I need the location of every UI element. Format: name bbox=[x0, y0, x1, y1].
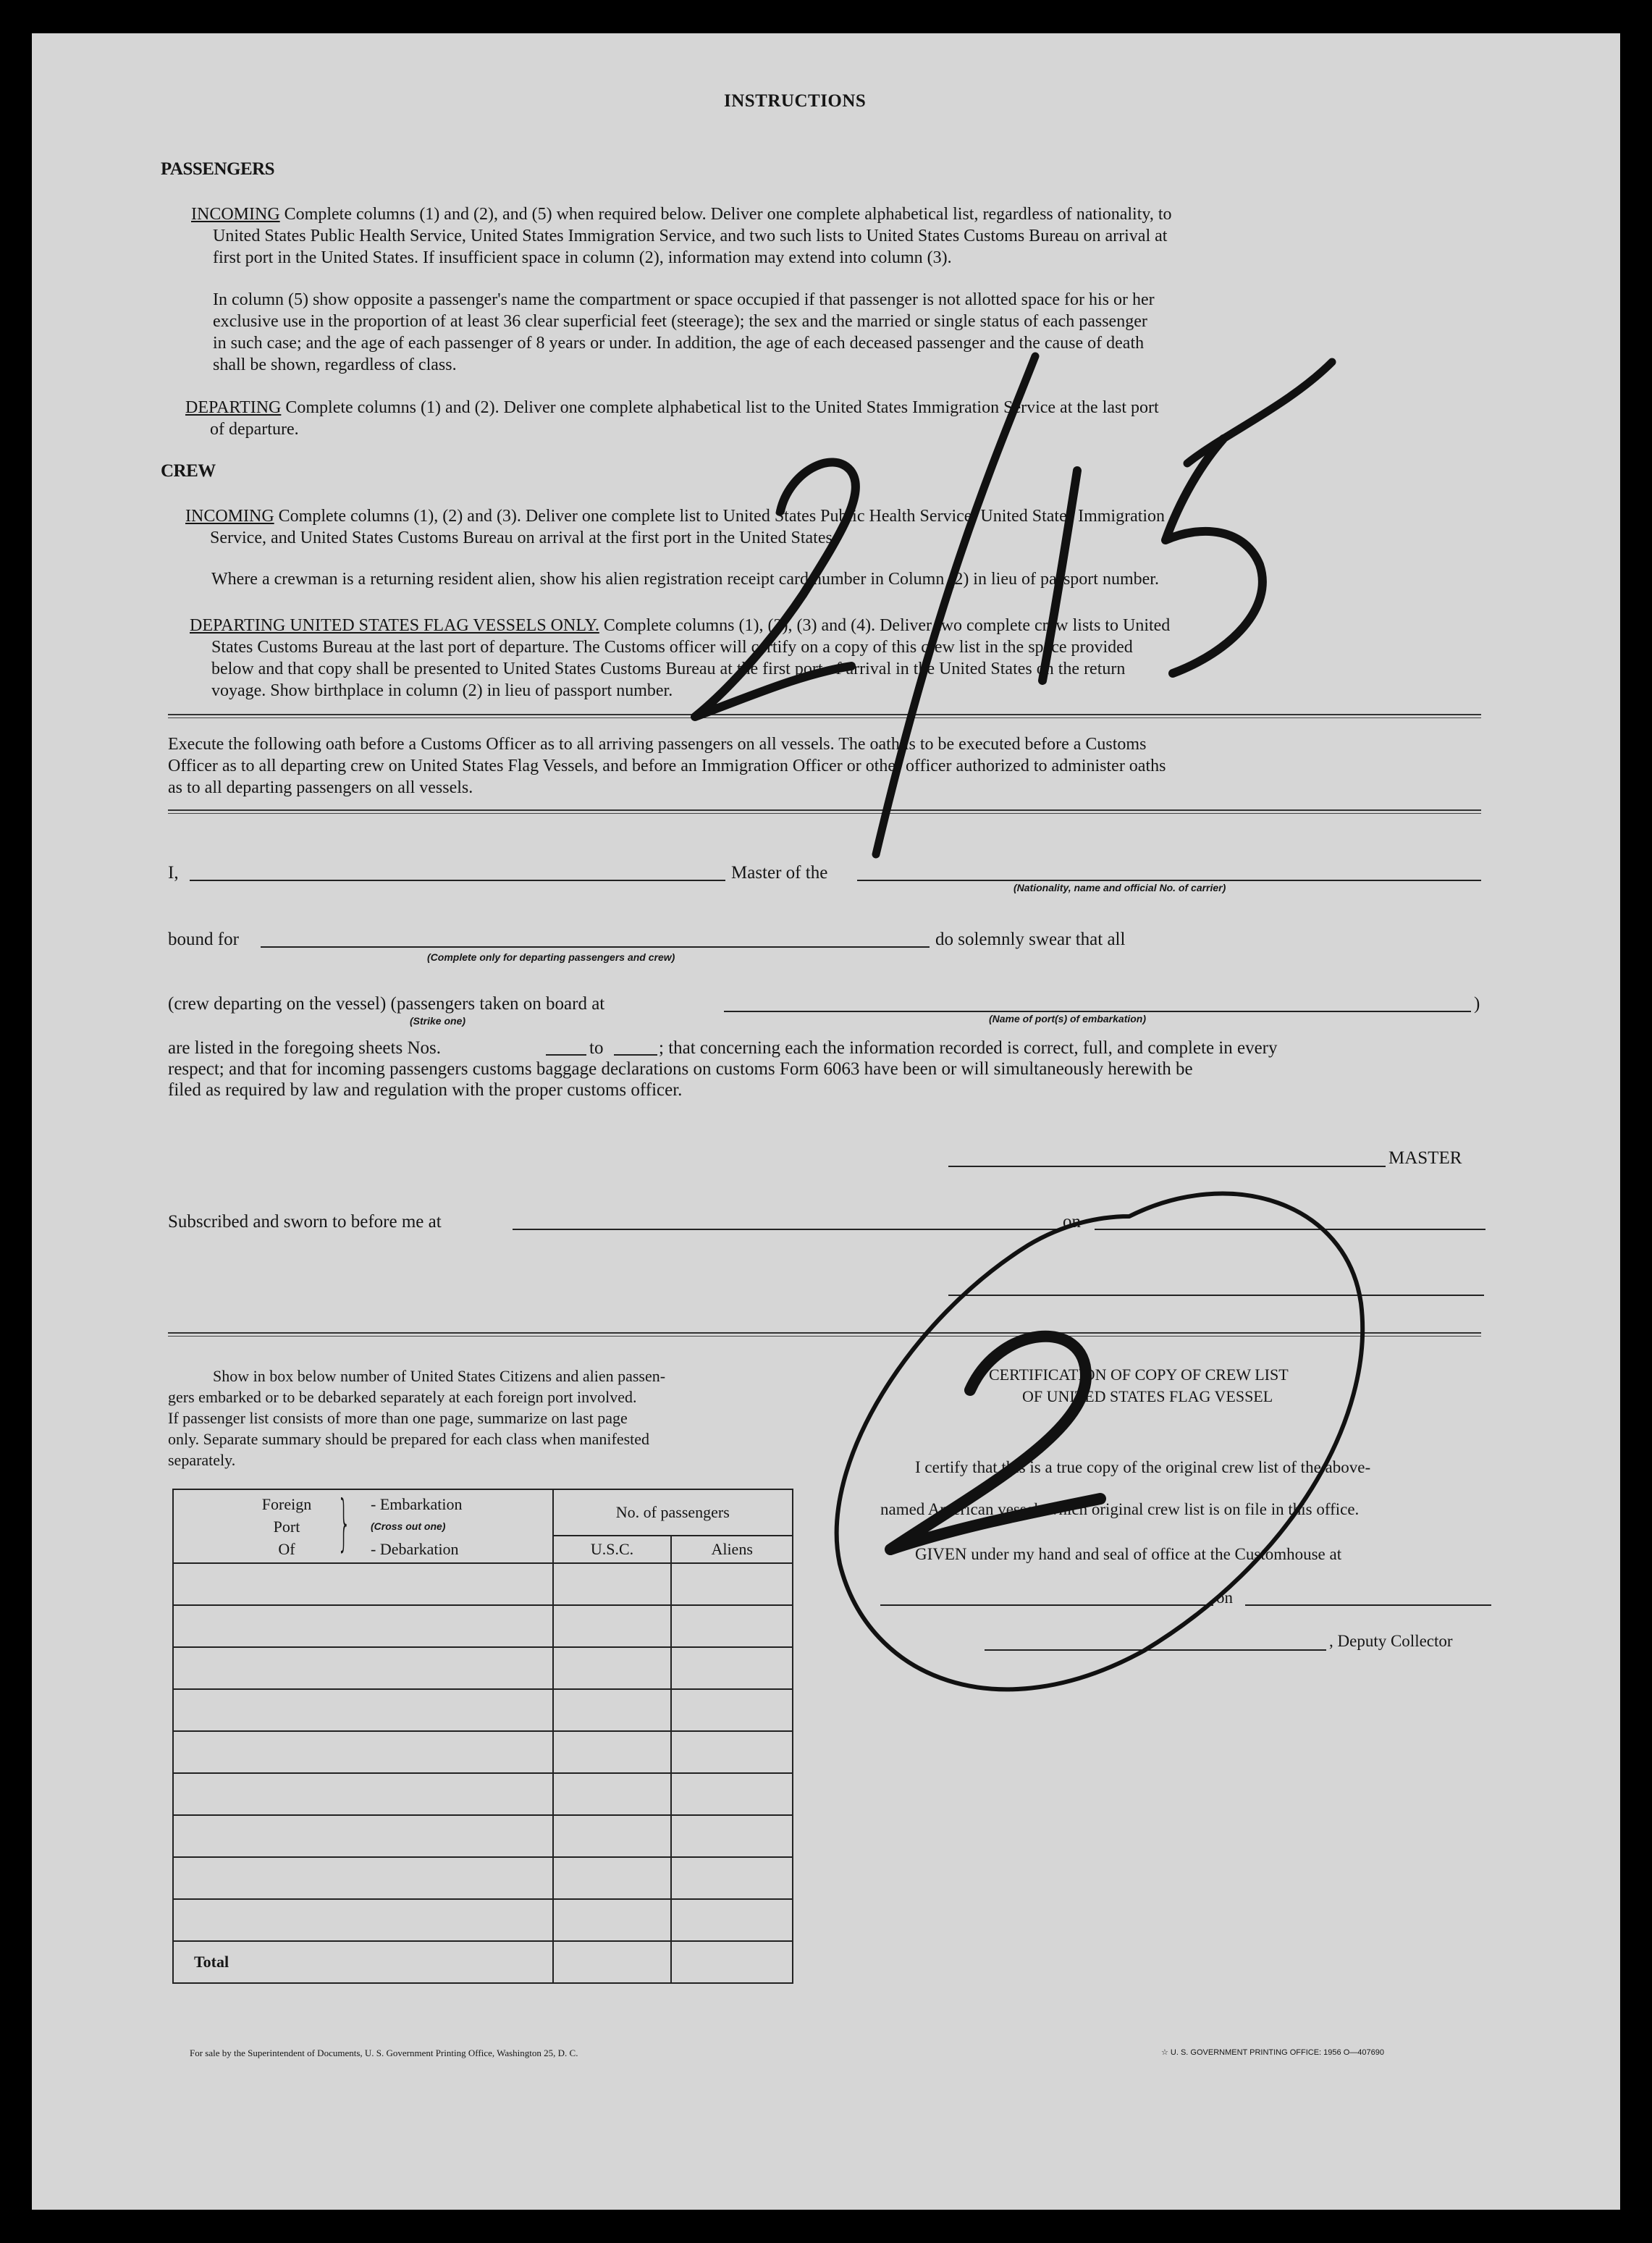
aliens-cell[interactable] bbox=[671, 1731, 793, 1773]
aliens-cell[interactable] bbox=[671, 1563, 793, 1605]
embarkation-ports-field[interactable] bbox=[724, 1011, 1471, 1012]
crew-heading: CREW bbox=[161, 461, 216, 481]
certification-title-2: OF UNITED STATES FLAG VESSEL bbox=[1022, 1387, 1273, 1405]
on-label: on bbox=[1063, 1212, 1081, 1232]
usc-cell[interactable] bbox=[553, 1647, 672, 1689]
column5-line-4: shall be shown, regardless of class. bbox=[213, 355, 457, 374]
crew-departing-line-1: DEPARTING UNITED STATES FLAG VESSELS ONLY. Complete columns (1), (2), (3) and (4). Deliver two complete crew lists to United bbox=[190, 616, 1171, 635]
summary-line-4: only. Separate summary should be prepared for each class when manifested bbox=[168, 1430, 650, 1448]
foreign-label: Foreign bbox=[261, 1495, 312, 1513]
crew-incoming-label: INCOMING bbox=[185, 507, 274, 526]
crew-incoming-line-1: INCOMING Complete columns (1), (2) and (3). Deliver one complete list to United States Public Health Service, United States Immigration bbox=[185, 507, 1166, 526]
port-header bbox=[173, 1489, 553, 1563]
passengers-departing-line-2: of departure. bbox=[210, 420, 299, 439]
page-title: INSTRUCTIONS bbox=[724, 91, 867, 111]
bound-for-caption: (Complete only for departing passengers and crew) bbox=[427, 951, 675, 963]
passengers-incoming-label: INCOMING bbox=[191, 205, 280, 224]
certification-line-3: GIVEN under my hand and seal of office at the Customhouse at bbox=[915, 1545, 1342, 1563]
crew-incoming-line-2: Service, and United States Customs Bureau on arrival at the first port in the United States. bbox=[210, 529, 837, 547]
table-row bbox=[173, 1899, 793, 1941]
port-label: Port bbox=[273, 1518, 300, 1536]
port-cell[interactable] bbox=[173, 1773, 553, 1815]
bound-for-field[interactable] bbox=[261, 946, 930, 948]
table-row bbox=[173, 1815, 793, 1857]
listed-line-2: respect; and that for incoming passengers customs baggage declarations on customs Form 6063 have been or will simultaneously herewith be bbox=[168, 1059, 1193, 1079]
certification-line-2: named American vessel, which original crew list is on file in this office. bbox=[880, 1500, 1360, 1518]
certification-line-1: I certify that this is a true copy of the original crew list of the above- bbox=[915, 1458, 1371, 1476]
usc-cell[interactable] bbox=[553, 1773, 672, 1815]
sheet-to-field[interactable] bbox=[614, 1054, 657, 1056]
divider bbox=[168, 809, 1481, 814]
divider bbox=[168, 1332, 1481, 1337]
brace-icon: } bbox=[337, 1487, 351, 1558]
aliens-total-cell[interactable] bbox=[671, 1941, 793, 1983]
crew-departing-line-2: States Customs Bureau at the last port of departure. The Customs officer will certify on a copy of this crew list in the space provided bbox=[211, 638, 1133, 657]
port-cell[interactable] bbox=[173, 1563, 553, 1605]
summary-line-1: Show in box below number of United States Citizens and alien passen- bbox=[213, 1367, 666, 1385]
passengers-heading: PASSENGERS bbox=[161, 159, 275, 179]
port-cell[interactable] bbox=[173, 1731, 553, 1773]
carrier-field[interactable] bbox=[857, 880, 1481, 881]
customhouse-field[interactable] bbox=[880, 1604, 1213, 1606]
crew-departing-label: DEPARTING UNITED STATES FLAG VESSELS ONLY. bbox=[190, 616, 599, 635]
ports-caption: (Name of port(s) of embarkation) bbox=[989, 1013, 1147, 1024]
sheets-label: are listed in the foregoing sheets Nos. bbox=[168, 1038, 441, 1058]
oath-instruction-line-1: Execute the following oath before a Customs Officer as to all arriving passengers on all vessels. The oath is to be executed before a Customs bbox=[168, 735, 1147, 754]
column5-line-3: in such case; and the age of each passenger of 8 years or under. In addition, the age of each deceased passenger and the cause of death bbox=[213, 334, 1145, 353]
summary-line-2: gers embarked or to be debarked separately at each foreign port involved. bbox=[168, 1388, 637, 1406]
usc-cell[interactable] bbox=[553, 1857, 672, 1899]
aliens-cell[interactable] bbox=[671, 1689, 793, 1731]
total-row bbox=[173, 1941, 793, 1983]
deputy-collector-signature-field[interactable] bbox=[985, 1649, 1326, 1651]
oath-instruction-line-3: as to all departing passengers on all vessels. bbox=[168, 778, 473, 797]
master-label: MASTER bbox=[1388, 1148, 1462, 1168]
carrier-caption: (Nationality, name and official No. of carrier) bbox=[1013, 882, 1226, 893]
crew-departing-line-3: below and that copy shall be presented to United States Customs Bureau at the first port of arrival in the United States on the return bbox=[211, 660, 1126, 678]
column5-line-2: exclusive use in the proportion of at least 36 clear superficial feet (steerage); the sex and the married or single status of each passenger bbox=[213, 312, 1147, 331]
strike-one-caption: (Strike one) bbox=[410, 1015, 466, 1027]
port-cell[interactable] bbox=[173, 1815, 553, 1857]
master-signature-field[interactable] bbox=[948, 1166, 1386, 1167]
sworn-date-field[interactable] bbox=[1095, 1229, 1485, 1230]
embarkation-label: - Embarkation bbox=[371, 1495, 463, 1513]
summary-line-5: separately. bbox=[168, 1451, 236, 1469]
aliens-cell[interactable] bbox=[671, 1899, 793, 1941]
usc-cell[interactable] bbox=[553, 1899, 672, 1941]
port-cell[interactable] bbox=[173, 1647, 553, 1689]
table-row bbox=[173, 1689, 793, 1731]
port-cell[interactable] bbox=[173, 1605, 553, 1647]
passengers-departing-label: DEPARTING bbox=[185, 398, 282, 417]
column5-line-1: In column (5) show opposite a passenger's name the compartment or space occupied if that passenger is not allotted space for his or her bbox=[213, 290, 1155, 309]
subscribed-label: Subscribed and sworn to before me at bbox=[168, 1212, 442, 1232]
passengers-incoming-line-1: INCOMING Complete columns (1) and (2), and (5) when required below. Deliver one complete alphabetical list, regardless of nationality, to bbox=[191, 205, 1172, 224]
footer-right: ☆ U. S. GOVERNMENT PRINTING OFFICE: 1956 O—407690 bbox=[1161, 2048, 1384, 2057]
certification-date-field[interactable] bbox=[1245, 1604, 1491, 1606]
usc-cell[interactable] bbox=[553, 1731, 672, 1773]
master-of-the-label: Master of the bbox=[731, 863, 828, 883]
table-row bbox=[173, 1605, 793, 1647]
listed-line-1-rest: ; that concerning each the information recorded is correct, full, and complete in every bbox=[659, 1038, 1278, 1058]
sheet-from-field[interactable] bbox=[546, 1054, 586, 1056]
passengers-departing-line-1: DEPARTING Complete columns (1) and (2). Deliver one complete alphabetical list to the United States Immigration Service at the last port bbox=[185, 398, 1159, 417]
aliens-cell[interactable] bbox=[671, 1773, 793, 1815]
crew-departing-line-4: voyage. Show birthplace in column (2) in lieu of passport number. bbox=[211, 681, 673, 700]
port-cell[interactable] bbox=[173, 1899, 553, 1941]
table-row bbox=[173, 1773, 793, 1815]
crew-departing-label: (crew departing on the vessel) (passengers taken on board at bbox=[168, 994, 605, 1014]
usc-header: U.S.C. bbox=[553, 1536, 672, 1563]
master-name-field[interactable] bbox=[190, 880, 725, 881]
aliens-cell[interactable] bbox=[671, 1857, 793, 1899]
aliens-cell[interactable] bbox=[671, 1605, 793, 1647]
no-of-passengers-header: No. of passengers bbox=[553, 1489, 793, 1536]
table-row bbox=[173, 1647, 793, 1689]
swear-label: do solemnly swear that all bbox=[935, 930, 1126, 949]
total-label: Total bbox=[173, 1941, 553, 1983]
deputy-collector-label: , Deputy Collector bbox=[1329, 1632, 1453, 1650]
bound-for-label: bound for bbox=[168, 930, 239, 949]
footer-left: For sale by the Superintendent of Documents, U. S. Government Printing Office, Washington 25, D. C. bbox=[190, 2048, 578, 2058]
divider bbox=[168, 714, 1481, 718]
table-row bbox=[173, 1563, 793, 1605]
oath-i-label: I, bbox=[168, 863, 179, 883]
certification-on-label: on bbox=[1216, 1588, 1233, 1607]
to-label: to bbox=[589, 1038, 604, 1058]
close-paren: ) bbox=[1474, 994, 1480, 1014]
cross-out-caption: (Cross out one) bbox=[371, 1520, 446, 1532]
port-cell[interactable] bbox=[173, 1857, 553, 1899]
aliens-header: Aliens bbox=[671, 1536, 793, 1563]
usc-cell[interactable] bbox=[553, 1605, 672, 1647]
passengers-incoming-line-3: first port in the United States. If insufficient space in column (2), information may extend into column (3). bbox=[213, 248, 952, 267]
usc-total-cell[interactable] bbox=[553, 1941, 672, 1983]
debarkation-label: - Debarkation bbox=[371, 1540, 459, 1558]
passengers-incoming-line-2: United States Public Health Service, United States Immigration Service, and two such lists to United States Customs Bureau on arrival at bbox=[213, 227, 1168, 245]
of-label: Of bbox=[278, 1540, 295, 1558]
sworn-place-field[interactable] bbox=[513, 1229, 1057, 1230]
aliens-cell[interactable] bbox=[671, 1647, 793, 1689]
usc-cell[interactable] bbox=[553, 1563, 672, 1605]
listed-line-3: filed as required by law and regulation with the proper customs officer. bbox=[168, 1080, 683, 1100]
table-row bbox=[173, 1857, 793, 1899]
usc-cell[interactable] bbox=[553, 1815, 672, 1857]
crew-resident-line: Where a crewman is a returning resident alien, show his alien registration receipt card number in Column (2) in lieu of passport number. bbox=[211, 570, 1159, 589]
oath-instruction-line-2: Officer as to all departing crew on United States Flag Vessels, and before an Immigration Officer or other officer authorized to administer oaths bbox=[168, 757, 1166, 775]
officer-signature-field[interactable] bbox=[948, 1295, 1484, 1296]
aliens-cell[interactable] bbox=[671, 1815, 793, 1857]
certification-title-1: CERTIFICATION OF COPY OF CREW LIST bbox=[989, 1365, 1289, 1384]
passenger-summary-table bbox=[172, 1489, 793, 1984]
port-cell[interactable] bbox=[173, 1689, 553, 1731]
table-row bbox=[173, 1731, 793, 1773]
usc-cell[interactable] bbox=[553, 1689, 672, 1731]
summary-line-3: If passenger list consists of more than one page, summarize on last page bbox=[168, 1409, 628, 1427]
